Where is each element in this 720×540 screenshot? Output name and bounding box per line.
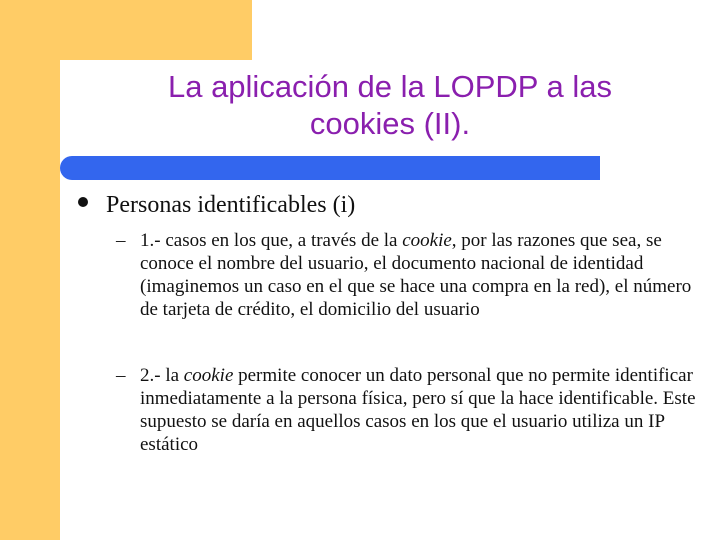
top-decor-band: [0, 0, 252, 60]
dash-icon: –: [116, 365, 126, 386]
slide-title-line1: La aplicación de la LOPDP a las: [167, 69, 613, 104]
sub-bullet-1: [140, 229, 700, 321]
slide-title-line2: cookies (II).: [309, 106, 471, 141]
sub-bullet-2-italic: cookie: [183, 365, 234, 386]
bullet-icon: [78, 197, 88, 207]
sub-bullet-1-italic: cookie: [402, 230, 452, 251]
left-decor-band: [0, 0, 60, 540]
sub-bullet-1-text-b: , por las razones que sea, se conoce el nombre del usuario, el documento nacional de identidad (imaginemos un caso en el que se hace una compra en la red), el número de tarjeta de crédito, el domicilio del usuario: [140, 230, 692, 320]
decor-corner: [60, 60, 100, 100]
slide-title: [100, 68, 680, 142]
dash-icon: –: [116, 230, 126, 251]
sub-bullet-1-text-a: 1.- casos en los que, a través de la: [140, 230, 403, 251]
sub-bullet-2: [140, 364, 700, 456]
bullet-text: Personas identificables (i): [106, 192, 356, 218]
sub-bullet-2-text-a: 2.- la: [140, 365, 184, 386]
sub-bullet-2-text-b: permite conocer un dato personal que no permite identificar inmediatamente a la persona física, pero sí que la hace identificable. Este supuesto se daría en aquellos casos en los que el usuario utiliza un IP estático: [140, 365, 696, 455]
title-divider: [60, 156, 600, 180]
